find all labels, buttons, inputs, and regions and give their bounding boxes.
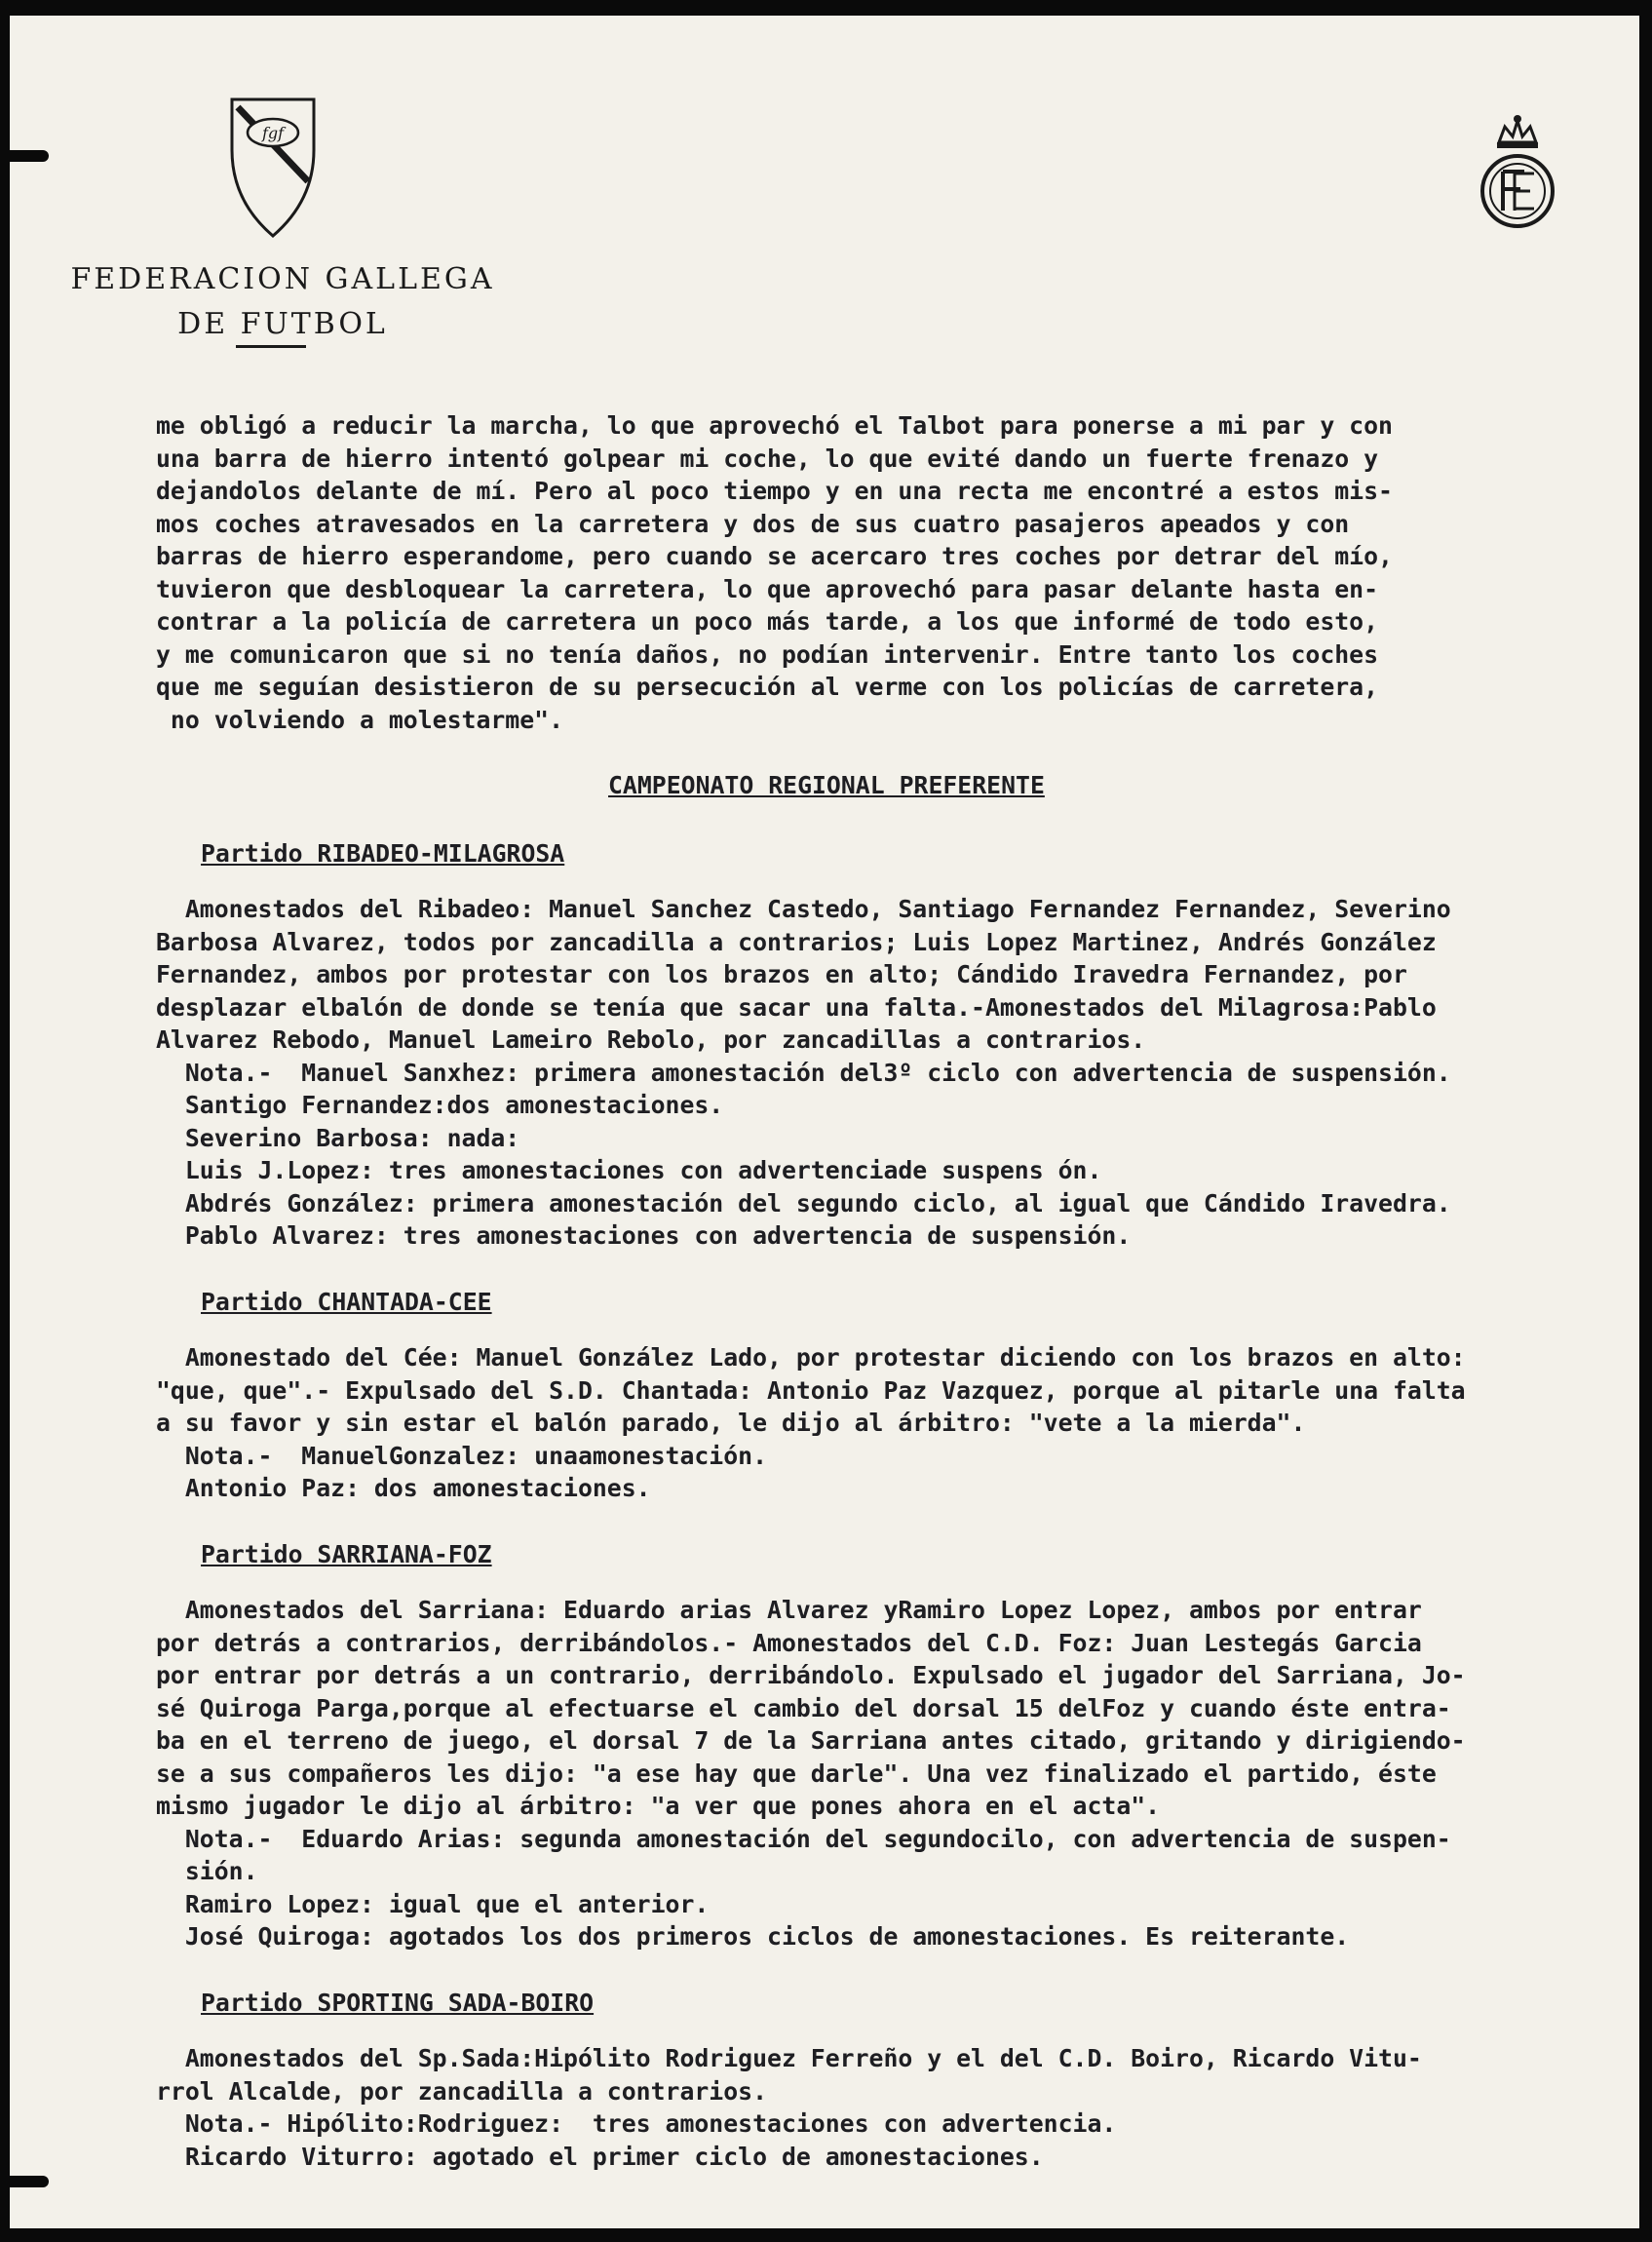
- text-line: Amonestados del Sp.Sada:Hipólito Rodriguez Ferreño y el del C.D. Boiro, Ricardo Vitu-: [156, 2044, 1422, 2072]
- text-line: Ramiro Lopez: igual que el anterior.: [156, 1889, 710, 1918]
- text-line: contrar a la policía de carretera un poco más tarde, a los que informé de todo esto,: [156, 607, 1379, 636]
- federation-name-line1: FEDERACION GALLEGA: [70, 262, 495, 296]
- match-title: Partido SPORTING SADA-BOIRO: [201, 1988, 595, 2017]
- text-line: Luis J.Lopez: tres amonestaciones con advertenciade suspens ón.: [156, 1156, 1102, 1184]
- text-line: Abdrés González: primera amonestación del segundo ciclo, al igual que Cándido Iravedra.: [156, 1188, 1451, 1218]
- text-line: José Quiroga: agotados los dos primeros ciclos de amonestaciones. Es reiterante.: [156, 1922, 1350, 1951]
- document-page: [10, 16, 1639, 2228]
- text-line: barras de hierro esperandome, pero cuando se acercaro tres coches por detrar del mío,: [156, 542, 1393, 570]
- text-line: Ricardo Viturro: agotado el primer ciclo de amonestaciones.: [156, 2142, 1044, 2171]
- text-line: a su favor y sin estar el balón parado, le dijo al árbitro: "vete a la mierda".: [156, 1409, 1306, 1437]
- text-line: tuvieron que desbloquear la carretera, lo que aprovechó para pasar delante hasta en-: [156, 574, 1379, 603]
- text-line: Nota.- ManuelGonzalez: unaamonestación.: [156, 1441, 768, 1470]
- text-line: por entrar por detrás a un contrario, derribándolo. Expulsado el jugador del Sarriana, Jo-: [156, 1661, 1466, 1689]
- text-line: Amonestados del Ribadeo: Manuel Sanchez Castedo, Santiago Fernandez Fernandez, Severino: [156, 895, 1451, 923]
- text-line: se a sus compañeros les dijo: "a ese hay que darle". Una vez finalizado el partido, éste: [156, 1759, 1437, 1788]
- text-line: Barbosa Alvarez, todos por zancadilla a contrarios; Luis Lopez Martinez, Andrés González: [156, 927, 1437, 956]
- match-title: Partido CHANTADA-CEE: [201, 1287, 492, 1316]
- text-line: Amonestados del Sarriana: Eduardo arias Alvarez yRamiro Lopez Lopez, ambos por entrar: [156, 1596, 1422, 1624]
- match-title: Partido RIBADEO-MILAGROSA: [201, 838, 565, 868]
- letter-body: [156, 409, 1637, 2206]
- text-line: Nota.- Eduardo Arias: segunda amonestación del segundocilo, con advertencia de suspen-: [156, 1824, 1451, 1853]
- text-line: ba en el terreno de juego, el dorsal 7 de la Sarriana antes citado, gritando y dirigiendo-: [156, 1726, 1466, 1755]
- intro-paragraph: [156, 409, 1637, 736]
- match-block-ribadeo-milagrosa: [156, 837, 1637, 1253]
- binder-tab: [10, 2176, 49, 2187]
- text-line: Alvarez Rebodo, Manuel Lameiro Rebolo, por zancadillas a contrarios.: [156, 1025, 1146, 1054]
- text-line: Severino Barbosa: nada:: [156, 1123, 520, 1152]
- text-line: Fernandez, ambos por protestar con los brazos en alto; Cándido Iravedra Fernandez, por: [156, 960, 1407, 988]
- match-block-sarriana-foz: [156, 1538, 1637, 1953]
- text-line: mismo jugador le dijo al árbitro: "a ver que pones ahora en el acta".: [156, 1792, 1161, 1820]
- text-line: rrol Alcalde, por zancadilla a contrarios.: [156, 2076, 768, 2106]
- text-line: Santigo Fernandez:dos amonestaciones.: [156, 1091, 724, 1119]
- text-line: desplazar elbalón de donde se tenía que sacar una falta.-Amonestados del Milagrosa:Pablo: [156, 992, 1437, 1022]
- rfef-crown-crest-icon: [1474, 113, 1561, 240]
- text-line: sé Quiroga Parga,porque al efectuarse el cambio del dorsal 15 delFoz y cuando éste entra-: [156, 1693, 1451, 1722]
- text-line: Nota.- Hipólito:Rodriguez: tres amonestaciones con advertencia.: [156, 2109, 1117, 2138]
- federation-name: [68, 257, 497, 347]
- federacion-gallega-crest-icon: [226, 94, 320, 240]
- text-line: que me seguían desistieron de su persecución al verme con los policías de carretera,: [156, 673, 1379, 701]
- text-line: mos coches atravesados en la carretera y dos de sus cuatro pasajeros apeados y con: [156, 509, 1350, 538]
- match-block-chantada-cee: [156, 1286, 1637, 1505]
- text-line: Pablo Alvarez: tres amonestaciones con advertencia de suspensión.: [156, 1221, 1132, 1250]
- text-line: por detrás a contrarios, derribándolos.- Amonestados del C.D. Foz: Juan Lestegás Garcia: [156, 1628, 1422, 1657]
- text-line: y me comunicaron que si no tenía daños, no podían intervenir. Entre tanto los coches: [156, 639, 1379, 669]
- text-line: sión.: [156, 1857, 258, 1885]
- binder-tab: [10, 150, 49, 162]
- text-line: una barra de hierro intentó golpear mi coche, lo que evité dando un fuerte frenazo y: [156, 444, 1379, 473]
- text-line: Nota.- Manuel Sanxhez: primera amonestación del3º ciclo con advertencia de suspensión.: [156, 1058, 1451, 1087]
- match-block-sporting-sada-boiro: [156, 1987, 1637, 2174]
- text-line: me obligó a reducir la marcha, lo que aprovechó el Talbot para ponerse a mi par y con: [156, 411, 1393, 440]
- section-title: CAMPEONATO REGIONAL PREFERENTE: [608, 771, 1045, 799]
- match-title: Partido SARRIANA-FOZ: [201, 1539, 492, 1568]
- text-line: no volviendo a molestarme".: [156, 705, 564, 734]
- text-line: "que, que".- Expulsado del S.D. Chantada: Antonio Paz Vazquez, porque al pitarle una falta: [156, 1375, 1466, 1405]
- header-underline: [236, 345, 306, 348]
- federation-name-line2: DE FUTBOL: [177, 307, 388, 341]
- text-line: Antonio Paz: dos amonestaciones.: [156, 1474, 651, 1502]
- svg-text:fgf: fgf: [261, 124, 285, 142]
- text-line: dejandolos delante de mí. Pero al poco tiempo y en una recta me encontré a estos mis-: [156, 477, 1393, 505]
- text-line: Amonestado del Cée: Manuel González Lado, por protestar diciendo con los brazos en alto:: [156, 1343, 1466, 1372]
